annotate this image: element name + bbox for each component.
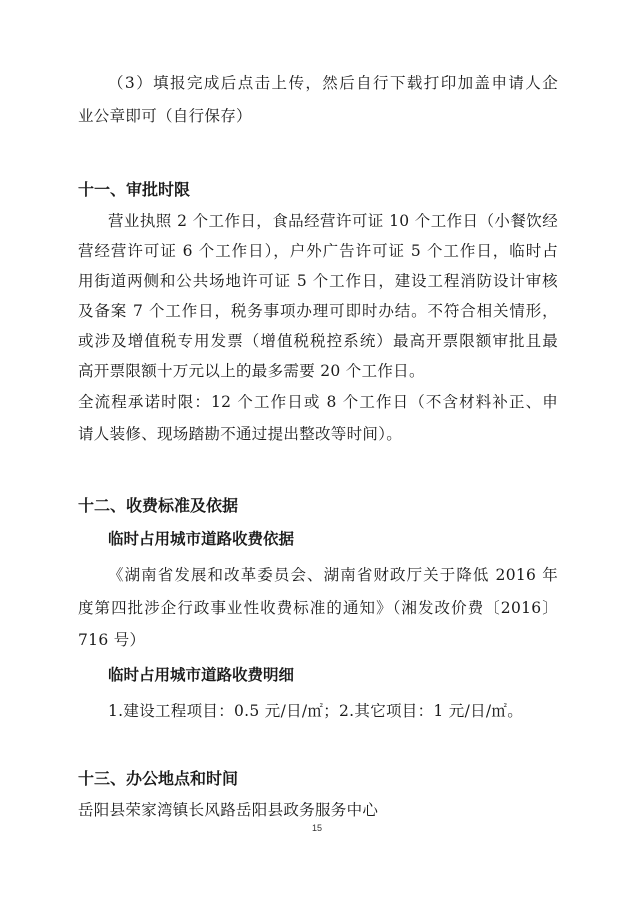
fee-detail-line: 1.建设工程项目：0.5 元/日/㎡；2.其它项目：1 元/日/㎡。 [108, 702, 524, 720]
paragraph-line: 请人装修、现场踏勘不通过提出整改等时间）。 [78, 425, 403, 443]
paragraph-line: 全流程承诺时限：12 个工作日或 8 个工作日（不含材料补正、申 [78, 393, 558, 411]
paragraph-line: 营经营许可证 6 个工作日），户外广告许可证 5 个工作日，临时占 [78, 242, 558, 260]
paragraph-line: 高开票限额十万元以上的最多需要 20 个工作日。 [78, 362, 425, 380]
paragraph-line: 或涉及增值税专用发票（增值税税控系统）最高开票限额审批且最 [78, 332, 558, 350]
paragraph-line: 营业执照 2 个工作日，食品经营许可证 10 个工作日（小餐饮经 [108, 212, 558, 230]
office-address: 岳阳县荣家湾镇长风路岳阳县政务服务中心 [78, 801, 379, 819]
section-heading-office: 十三、办公地点和时间 [78, 769, 239, 788]
section-heading-fees: 十二、收费标准及依据 [78, 496, 239, 515]
subheading-fee-basis: 临时占用城市道路收费依据 [108, 530, 295, 548]
paragraph-line: 716 号） [78, 631, 146, 649]
page-number: 15 [311, 823, 322, 833]
paragraph-line: （3）填报完成后点击上传，然后自行下载打印加盖申请人企 [108, 74, 558, 92]
paragraph-line: 及备案 7 个工作日，税务事项办理可即时办结。不符合相关情形， [78, 302, 558, 320]
paragraph-line: 用街道两侧和公共场地许可证 5 个工作日，建设工程消防设计审核 [78, 272, 558, 290]
paragraph-line: 业公章即可（自行保存） [78, 107, 252, 125]
subheading-fee-detail: 临时占用城市道路收费明细 [108, 666, 295, 684]
section-heading-approval-time: 十一、审批时限 [78, 180, 191, 199]
paragraph-line: 《湖南省发展和改革委员会、湖南省财政厅关于降低 2016 年 [108, 566, 558, 584]
paragraph-line: 度第四批涉企行政事业性收费标准的通知》（湘发改价费〔2016〕 [78, 599, 558, 617]
